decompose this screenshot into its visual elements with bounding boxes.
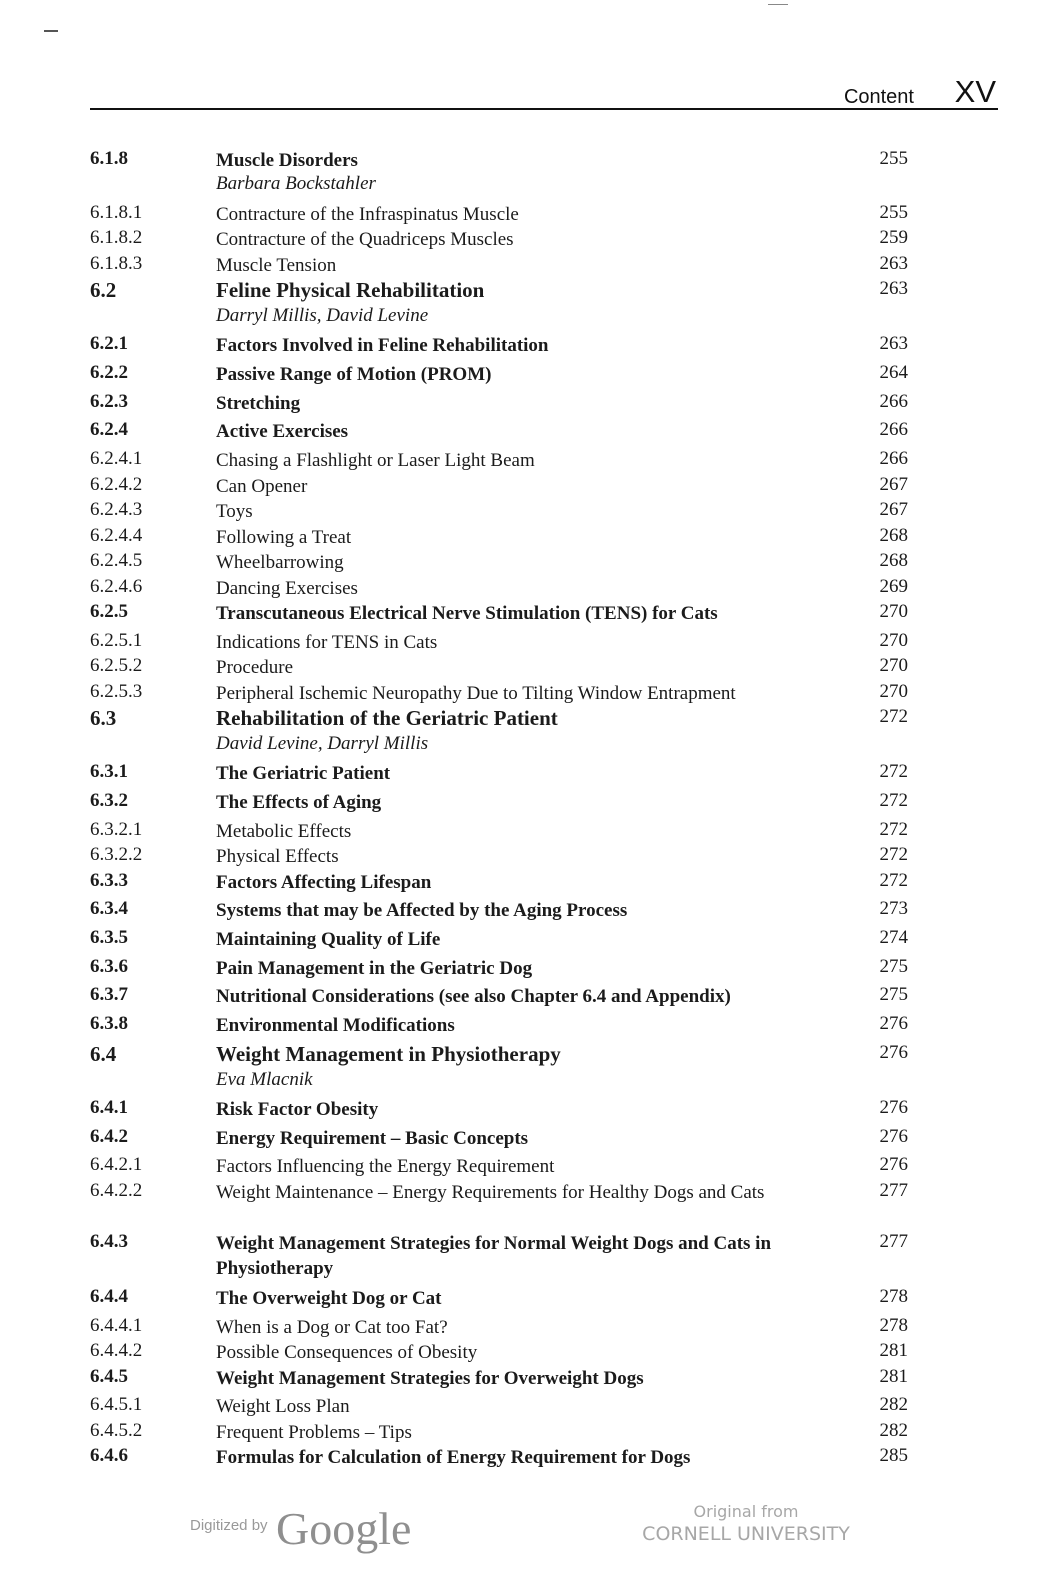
toc-entry-title: Risk Factor Obesity [216, 1098, 379, 1120]
toc-entry-page: 276 [879, 1125, 908, 1147]
toc-entry-title: Factors Influencing the Energy Requirement [216, 1156, 555, 1178]
toc-entry-number: 6.4.4.1 [90, 1314, 143, 1336]
toc-entry-number: 6.2.5 [90, 601, 128, 622]
google-logo: Google [276, 1503, 412, 1554]
toc-entry-page: 255 [879, 148, 908, 169]
toc-entry-title: Factors Affecting Lifespan [216, 871, 432, 893]
toc-entry-page: 259 [879, 227, 908, 249]
toc-entry-page: 274 [879, 927, 908, 948]
toc-entry-title: Nutritional Considerations (see also Chapter 6.4 and Appendix) [216, 986, 731, 1008]
toc-entry-title: Possible Consequences of Obesity [216, 1342, 478, 1364]
toc-entry-number: 6.3.3 [90, 869, 128, 891]
toc-entry-page: 270 [879, 629, 908, 651]
toc-entry-page: 281 [879, 1365, 908, 1387]
toc-entry-title: Transcutaneous Electrical Nerve Stimulation (TENS) for Cats [216, 603, 718, 624]
toc-entry-number: 6.3.2.1 [90, 818, 143, 840]
toc-entry-author: Darryl Millis, David Levine [216, 305, 429, 327]
toc-entry-number: 6.4.3 [90, 1231, 128, 1253]
toc-entry-title: Indications for TENS in Cats [216, 631, 438, 653]
toc-entry-number: 6.3.1 [90, 761, 128, 783]
toc-entry-page: 268 [879, 524, 908, 546]
toc-entry-page: 270 [879, 601, 908, 622]
toc-entry-page: 272 [879, 706, 908, 728]
toc-entry-title: Systems that may be Affected by the Aging Process [216, 900, 628, 922]
toc-entry-title: Feline Physical Rehabilitation [216, 278, 485, 303]
toc-entry-title: Active Exercises [216, 421, 349, 443]
toc-entry-number: 6.4.2 [90, 1125, 128, 1147]
toc-entry-page: 272 [879, 869, 908, 891]
toc-entry-title: Dancing Exercises [216, 577, 358, 599]
toc-entry-page: 266 [879, 448, 908, 469]
toc-entry-page: 270 [879, 655, 908, 677]
toc-entry-title: Stretching [216, 392, 301, 414]
toc-entry-number: 6.4 [90, 1041, 117, 1066]
toc-entry-title: Environmental Modifications [216, 1015, 455, 1037]
toc-entry-number: 6.2.5.3 [90, 680, 143, 702]
digitized-by-label: Digitized by [190, 1517, 268, 1534]
toc-entry-page: 272 [879, 818, 908, 840]
toc-entry-page: 276 [879, 1041, 908, 1063]
toc-entry-page: 282 [879, 1394, 908, 1416]
toc-entry-title: Weight Loss Plan [216, 1396, 350, 1418]
original-from-watermark [636, 1502, 856, 1545]
digitized-by-watermark [190, 1502, 411, 1555]
toc-entry-title: Following a Treat [216, 526, 352, 548]
toc-entry-number: 6.2.4.6 [90, 575, 143, 597]
toc-entry-page: 266 [879, 390, 908, 412]
toc-entry-title: Contracture of the Infraspinatus Muscle [216, 203, 519, 225]
toc-entry-title: Weight Management in Physiotherapy [216, 1041, 561, 1066]
toc-entry-number: 6.4.5.1 [90, 1394, 143, 1416]
scan-mark [768, 4, 788, 5]
toc-entry-number: 6.4.5.2 [90, 1419, 143, 1441]
page-header [90, 72, 998, 110]
toc-entry-page: 276 [879, 1096, 908, 1118]
toc-entry-title: Contracture of the Quadriceps Muscles [216, 229, 514, 251]
toc-entry-number: 6.2.1 [90, 333, 128, 355]
original-from-label: Original from [693, 1502, 799, 1521]
toc-entry-page: 273 [879, 898, 908, 920]
toc-entry-title: Weight Management Strategies for Overweight Dogs [216, 1367, 644, 1389]
toc-entry-number: 6.2.3 [90, 390, 128, 412]
toc-entry-title: Pain Management in the Geriatric Dog [216, 957, 533, 979]
toc-entry-title: Frequent Problems – Tips [216, 1421, 412, 1443]
toc-entry-title: The Overweight Dog or Cat [216, 1287, 442, 1309]
toc-entry-title: Physical Effects [216, 846, 339, 868]
toc-entry-number: 6.2.4.2 [90, 473, 143, 495]
toc-entry-title: Muscle Tension [216, 254, 337, 276]
toc-entry-title: Energy Requirement – Basic Concepts [216, 1127, 529, 1149]
toc-entry-author: Eva Mlacnik [216, 1068, 313, 1090]
toc-entry-page: 268 [879, 550, 908, 571]
toc-entry-page: 278 [879, 1285, 908, 1307]
toc-entry-page: 276 [879, 1013, 908, 1035]
toc-entry-number: 6.4.6 [90, 1445, 128, 1467]
toc-entry-number: 6.4.5 [90, 1365, 128, 1387]
toc-entry-title: Muscle Disorders [216, 150, 358, 171]
toc-entry-number: 6.2.5.2 [90, 655, 143, 677]
toc-entry-page: 275 [879, 984, 908, 1006]
toc-entry-page: 281 [879, 1340, 908, 1362]
toc-entry-number: 6.2.5.1 [90, 629, 143, 651]
toc-entry-number: 6.3.8 [90, 1013, 128, 1035]
toc-entry-number: 6.4.4 [90, 1285, 128, 1307]
toc-entry-title: Formulas for Calculation of Energy Requirement for Dogs [216, 1447, 691, 1469]
toc-entry-number: 6.1.8 [90, 148, 128, 169]
toc-entry-title: Procedure [216, 657, 294, 679]
toc-entry-page: 269 [879, 575, 908, 597]
toc-entry-page: 267 [879, 499, 908, 520]
toc-entry-page: 263 [879, 278, 908, 300]
toc-entry-number: 6.4.2.1 [90, 1154, 143, 1176]
toc-entry-page: 272 [879, 844, 908, 866]
toc-entry-number: 6.3.7 [90, 984, 128, 1006]
toc-entry-page: 272 [879, 761, 908, 783]
toc-entry-title: Wheelbarrowing [216, 552, 344, 573]
toc-entry-number: 6.2.4.1 [90, 448, 143, 469]
toc-entry-number: 6.3 [90, 706, 117, 731]
toc-entry-number: 6.3.4 [90, 898, 128, 920]
toc-entry-author: Barbara Bockstahler [216, 173, 376, 194]
toc-entry-number: 6.2.4.4 [90, 524, 143, 546]
toc-entry-title: Factors Involved in Feline Rehabilitation [216, 335, 549, 357]
toc-entry-page: 267 [879, 473, 908, 495]
toc-entry-title: Weight Management Strategies for Normal Weight Dogs and Cats in Physiotherapy [216, 1233, 772, 1280]
toc-entry-title: The Effects of Aging [216, 791, 382, 813]
toc-entry-title: Can Opener [216, 475, 308, 497]
toc-entry-title: Toys [216, 501, 253, 522]
toc-entry-number: 6.3.2.2 [90, 844, 143, 866]
toc-entry-page: 266 [879, 419, 908, 441]
toc-entry-page: 277 [879, 1179, 908, 1201]
toc-entry-page: 278 [879, 1314, 908, 1336]
toc-entry-number: 6.2.4.3 [90, 499, 143, 520]
toc-entry-number: 6.3.6 [90, 955, 128, 977]
toc-entry-title: The Geriatric Patient [216, 763, 391, 785]
toc-entry-number: 6.2.4 [90, 419, 128, 441]
toc-entry-title: Rehabilitation of the Geriatric Patient [216, 706, 558, 731]
toc-entry-page: 277 [879, 1231, 908, 1253]
institution-label: CORNELL UNIVERSITY [642, 1523, 850, 1545]
toc-entry-title: Metabolic Effects [216, 820, 352, 842]
toc-entry-page: 270 [879, 680, 908, 702]
toc-entry-page: 263 [879, 252, 908, 274]
toc-entry-number: 6.2.4.5 [90, 550, 143, 571]
running-head: Content [843, 86, 914, 108]
toc-entry-title: Peripheral Ischemic Neuropathy Due to Tilting Window Entrapment [216, 682, 736, 704]
toc-entry-page: 255 [879, 201, 908, 223]
toc-entry-page: 272 [879, 789, 908, 811]
toc-entry-number: 6.3.5 [90, 927, 128, 948]
toc-entry-page: 275 [879, 955, 908, 977]
toc-entry-title: Maintaining Quality of Life [216, 929, 441, 950]
toc-entry-number: 6.1.8.2 [90, 227, 143, 249]
toc-entry-page: 276 [879, 1154, 908, 1176]
toc-entry-number: 6.4.1 [90, 1096, 128, 1118]
toc-entry-title: Passive Range of Motion (PROM) [216, 363, 492, 385]
toc-entry-number: 6.2 [90, 278, 117, 303]
page-number: XV [954, 74, 996, 109]
toc-entry-page: 264 [879, 361, 908, 383]
toc-entry-title: Chasing a Flashlight or Laser Light Beam [216, 450, 535, 471]
toc-entry-number: 6.4.4.2 [90, 1340, 143, 1362]
toc-entry-number: 6.2.2 [90, 361, 128, 383]
toc-entry-page: 282 [879, 1419, 908, 1441]
toc-entry-number: 6.1.8.3 [90, 252, 143, 274]
toc-entry-number: 6.4.2.2 [90, 1179, 143, 1201]
toc-entry-page: 285 [879, 1445, 908, 1467]
toc-entry-number: 6.3.2 [90, 789, 128, 811]
toc-entry-title: When is a Dog or Cat too Fat? [216, 1316, 448, 1338]
scan-mark [44, 30, 58, 32]
toc-entry-author: David Levine, Darryl Millis [216, 733, 429, 755]
toc-entry-number: 6.1.8.1 [90, 201, 143, 223]
toc-entry-page: 263 [879, 333, 908, 355]
toc-entry-title: Weight Maintenance – Energy Requirements for Healthy Dogs and Cats [216, 1181, 765, 1203]
